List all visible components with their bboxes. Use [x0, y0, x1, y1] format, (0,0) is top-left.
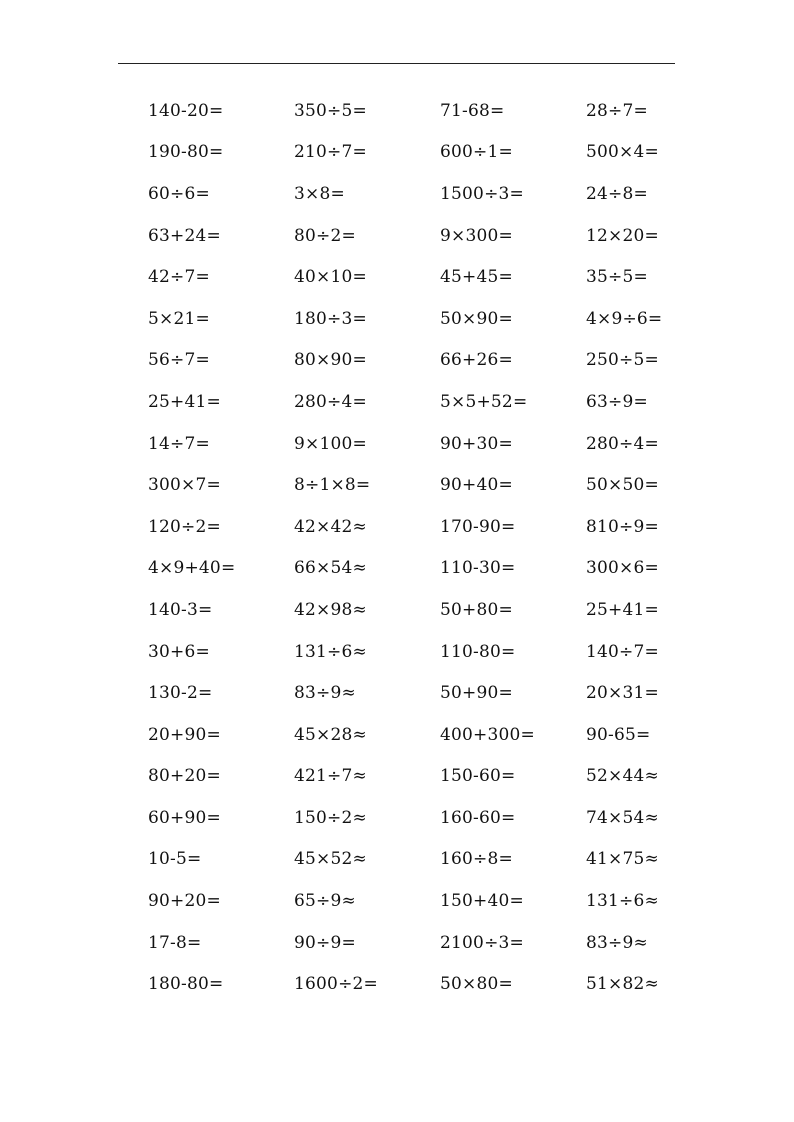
math-problem: 8÷1×8= [294, 475, 371, 496]
math-problem: 3×8= [294, 183, 345, 204]
problem-row [148, 714, 708, 756]
math-problem: 280÷4= [294, 391, 367, 412]
math-problem: 280÷4= [586, 433, 659, 454]
problem-row [148, 340, 708, 382]
math-problem: 1600÷2= [294, 974, 378, 995]
math-problem: 52×44≈ [586, 766, 659, 787]
problem-row [148, 922, 708, 964]
math-problem: 4×9÷6= [586, 308, 663, 329]
math-problem: 14÷7= [148, 433, 210, 454]
math-problem: 30+6= [148, 641, 210, 662]
math-problem: 80+20= [148, 766, 221, 787]
math-problem: 90-65= [586, 724, 651, 745]
math-problem: 51×82≈ [586, 974, 659, 995]
math-problem: 20×31= [586, 683, 659, 704]
math-problem: 300×6= [586, 558, 659, 579]
math-problem: 150÷2≈ [294, 807, 367, 828]
math-problem: 170-90= [440, 516, 516, 537]
problem-row [148, 423, 708, 465]
problem-row [148, 298, 708, 340]
math-problem: 110-80= [440, 641, 516, 662]
math-problem: 160÷8= [440, 849, 513, 870]
math-problem: 160-60= [440, 807, 516, 828]
math-problem: 45×28≈ [294, 724, 367, 745]
math-problem: 150+40= [440, 891, 524, 912]
math-problem: 20+90= [148, 724, 221, 745]
math-problem: 50×90= [440, 308, 513, 329]
math-problem: 42×42≈ [294, 516, 367, 537]
math-problem: 190-80= [148, 142, 224, 163]
math-problem: 45+45= [440, 267, 513, 288]
math-problem: 50×50= [586, 475, 659, 496]
math-problem: 60+90= [148, 807, 221, 828]
math-problem: 2100÷3= [440, 932, 524, 953]
math-problem: 131÷6≈ [294, 641, 367, 662]
problem-row [148, 215, 708, 257]
math-problem: 40×10= [294, 267, 367, 288]
math-problem: 45×52≈ [294, 849, 367, 870]
problem-row [148, 90, 708, 132]
math-problem: 65÷9≈ [294, 891, 356, 912]
math-problem: 600÷1= [440, 142, 513, 163]
header-rule [118, 63, 675, 64]
math-problem: 24÷8= [586, 183, 648, 204]
problem-row [148, 963, 708, 1005]
math-problem: 35÷5= [586, 267, 648, 288]
math-problem: 17-8= [148, 932, 202, 953]
math-problem: 90÷9= [294, 932, 356, 953]
math-problem: 50+80= [440, 599, 513, 620]
math-problem: 63+24= [148, 225, 221, 246]
problem-row [148, 880, 708, 922]
math-problem: 350÷5= [294, 100, 367, 121]
problem-row [148, 672, 708, 714]
math-problem: 50+90= [440, 683, 513, 704]
math-problem: 66×54≈ [294, 558, 367, 579]
math-problem: 9×100= [294, 433, 367, 454]
math-problem: 90+30= [440, 433, 513, 454]
math-problem: 250÷5= [586, 350, 659, 371]
math-problem: 9×300= [440, 225, 513, 246]
math-problem: 140-3= [148, 599, 213, 620]
math-problem: 120÷2= [148, 516, 221, 537]
math-problem: 500×4= [586, 142, 659, 163]
math-problem: 131÷6≈ [586, 891, 659, 912]
problem-row [148, 506, 708, 548]
math-problem: 56÷7= [148, 350, 210, 371]
math-problem: 66+26= [440, 350, 513, 371]
math-problem: 25+41= [148, 391, 221, 412]
math-problem: 10-5= [148, 849, 202, 870]
math-problem: 71-68= [440, 100, 505, 121]
math-problem: 180-80= [148, 974, 224, 995]
problem-row [148, 548, 708, 590]
problem-row [148, 631, 708, 673]
problem-row [148, 132, 708, 174]
math-problem: 50×80= [440, 974, 513, 995]
problem-row [148, 797, 708, 839]
math-problem: 150-60= [440, 766, 516, 787]
math-problem: 421÷7≈ [294, 766, 367, 787]
problem-row [148, 381, 708, 423]
math-problem: 42÷7= [148, 267, 210, 288]
math-problem: 90+20= [148, 891, 221, 912]
math-problem: 63÷9= [586, 391, 648, 412]
math-problem: 74×54≈ [586, 807, 659, 828]
math-problem: 5×21= [148, 308, 210, 329]
math-problem: 210÷7= [294, 142, 367, 163]
math-problem: 60÷6= [148, 183, 210, 204]
math-problem: 83÷9≈ [586, 932, 648, 953]
math-problem: 400+300= [440, 724, 535, 745]
math-problem: 5×5+52= [440, 391, 528, 412]
math-problem: 42×98≈ [294, 599, 367, 620]
math-problem: 4×9+40= [148, 558, 236, 579]
math-problem: 90+40= [440, 475, 513, 496]
problem-row [148, 464, 708, 506]
math-problem: 83÷9≈ [294, 683, 356, 704]
problem-row [148, 839, 708, 881]
problem-row [148, 173, 708, 215]
problem-row [148, 256, 708, 298]
math-problem: 110-30= [440, 558, 516, 579]
problem-row [148, 589, 708, 631]
math-problem: 300×7= [148, 475, 221, 496]
math-problem: 28÷7= [586, 100, 648, 121]
math-problem: 80÷2= [294, 225, 356, 246]
problem-row [148, 756, 708, 798]
math-problem: 12×20= [586, 225, 659, 246]
math-problem: 140-20= [148, 100, 224, 121]
math-problem: 810÷9= [586, 516, 659, 537]
math-problem: 130-2= [148, 683, 213, 704]
math-problem: 180÷3= [294, 308, 367, 329]
math-problem: 41×75≈ [586, 849, 659, 870]
math-problem: 1500÷3= [440, 183, 524, 204]
math-problem: 80×90= [294, 350, 367, 371]
math-problem: 25+41= [586, 599, 659, 620]
math-problem: 140÷7= [586, 641, 659, 662]
arithmetic-worksheet [148, 90, 708, 1005]
